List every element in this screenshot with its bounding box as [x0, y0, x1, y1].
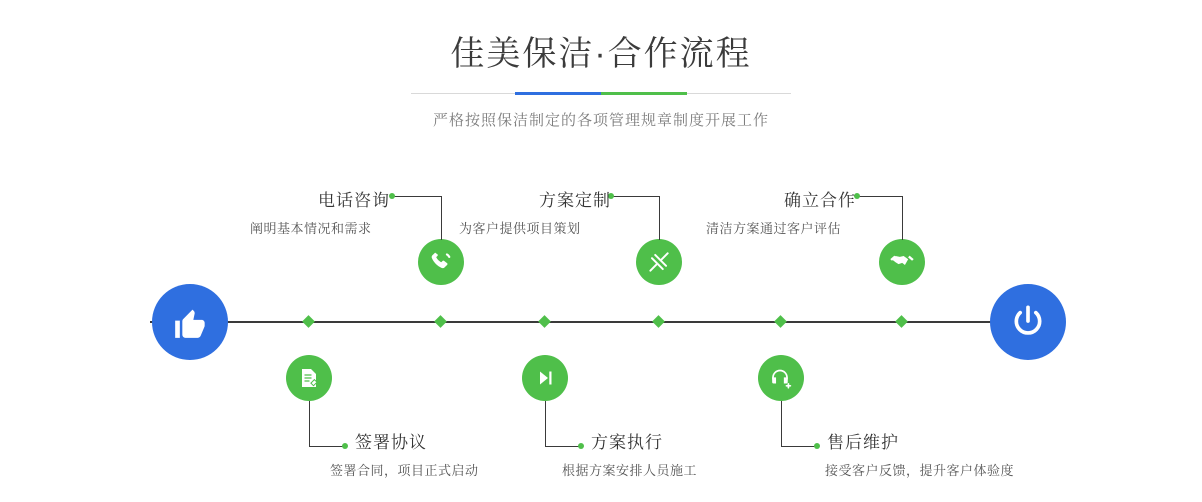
- headset-add-icon: [769, 366, 793, 390]
- timeline-marker: [434, 315, 447, 328]
- step-label-2: [330, 428, 479, 479]
- step-label-3: [459, 186, 611, 237]
- timeline-start-node: [152, 284, 228, 360]
- connector-dot: [578, 443, 584, 449]
- step-desc-3: 为客户提供项目策划: [459, 221, 581, 236]
- connector-line: [545, 401, 546, 446]
- handshake-icon: [889, 249, 915, 275]
- connector-line: [309, 401, 310, 446]
- connector-line: [545, 446, 581, 447]
- phone-ring-icon: [428, 249, 454, 275]
- step-title-5: 确立合作: [784, 191, 856, 210]
- step-title-1: 电话咨询: [318, 191, 390, 210]
- connector-dot: [814, 443, 820, 449]
- document-edit-icon: [297, 366, 321, 390]
- timeline-marker: [302, 315, 315, 328]
- pen-ruler-icon: [646, 249, 672, 275]
- step-label-1: [250, 186, 390, 237]
- connector-line: [441, 196, 442, 240]
- title-divider: [411, 92, 791, 95]
- step-label-4: [562, 428, 698, 479]
- connector-line: [392, 196, 441, 197]
- thumbs-up-icon: [170, 302, 210, 342]
- connector-line: [659, 196, 660, 240]
- step-desc-1: 阐明基本情况和需求: [250, 221, 372, 236]
- page-title: 佳美保洁·合作流程: [450, 35, 752, 73]
- timeline-marker: [774, 315, 787, 328]
- timeline-axis: [150, 321, 1060, 323]
- page-subtitle: 严格按照保洁制定的各项管理规章制度开展工作: [432, 112, 769, 129]
- step-node-4[interactable]: [522, 355, 568, 401]
- connector-line: [902, 196, 903, 240]
- step-title-3: 方案定制: [539, 191, 611, 210]
- step-title-2: 签署协议: [355, 433, 427, 452]
- play-next-icon: [533, 366, 557, 390]
- step-desc-4: 根据方案安排人员施工: [562, 463, 698, 478]
- timeline-end-node: [990, 284, 1066, 360]
- divider-accent-green: [601, 92, 687, 95]
- step-desc-2: 签署合同，项目正式启动: [330, 463, 479, 478]
- step-node-5[interactable]: [879, 239, 925, 285]
- divider-accent-blue: [515, 92, 601, 95]
- timeline-marker: [652, 315, 665, 328]
- step-desc-6: 接受客户反馈，提升客户体验度: [825, 463, 1015, 478]
- step-label-6: [827, 428, 1014, 479]
- step-desc-5: 清洁方案通过客户评估: [706, 221, 842, 236]
- step-node-6[interactable]: [758, 355, 804, 401]
- connector-line: [857, 196, 902, 197]
- connector-dot: [342, 443, 348, 449]
- timeline-marker: [538, 315, 551, 328]
- step-node-2[interactable]: [286, 355, 332, 401]
- connector-line: [611, 196, 659, 197]
- connector-line: [309, 446, 345, 447]
- step-node-3[interactable]: [636, 239, 682, 285]
- step-label-5: [706, 186, 856, 237]
- step-node-1[interactable]: [418, 239, 464, 285]
- step-title-6: 售后维护: [827, 433, 899, 452]
- connector-line: [781, 401, 782, 446]
- diagram-header: [0, 30, 1202, 130]
- timeline-marker: [895, 315, 908, 328]
- power-icon: [1008, 302, 1048, 342]
- connector-line: [781, 446, 817, 447]
- step-title-4: 方案执行: [591, 433, 663, 452]
